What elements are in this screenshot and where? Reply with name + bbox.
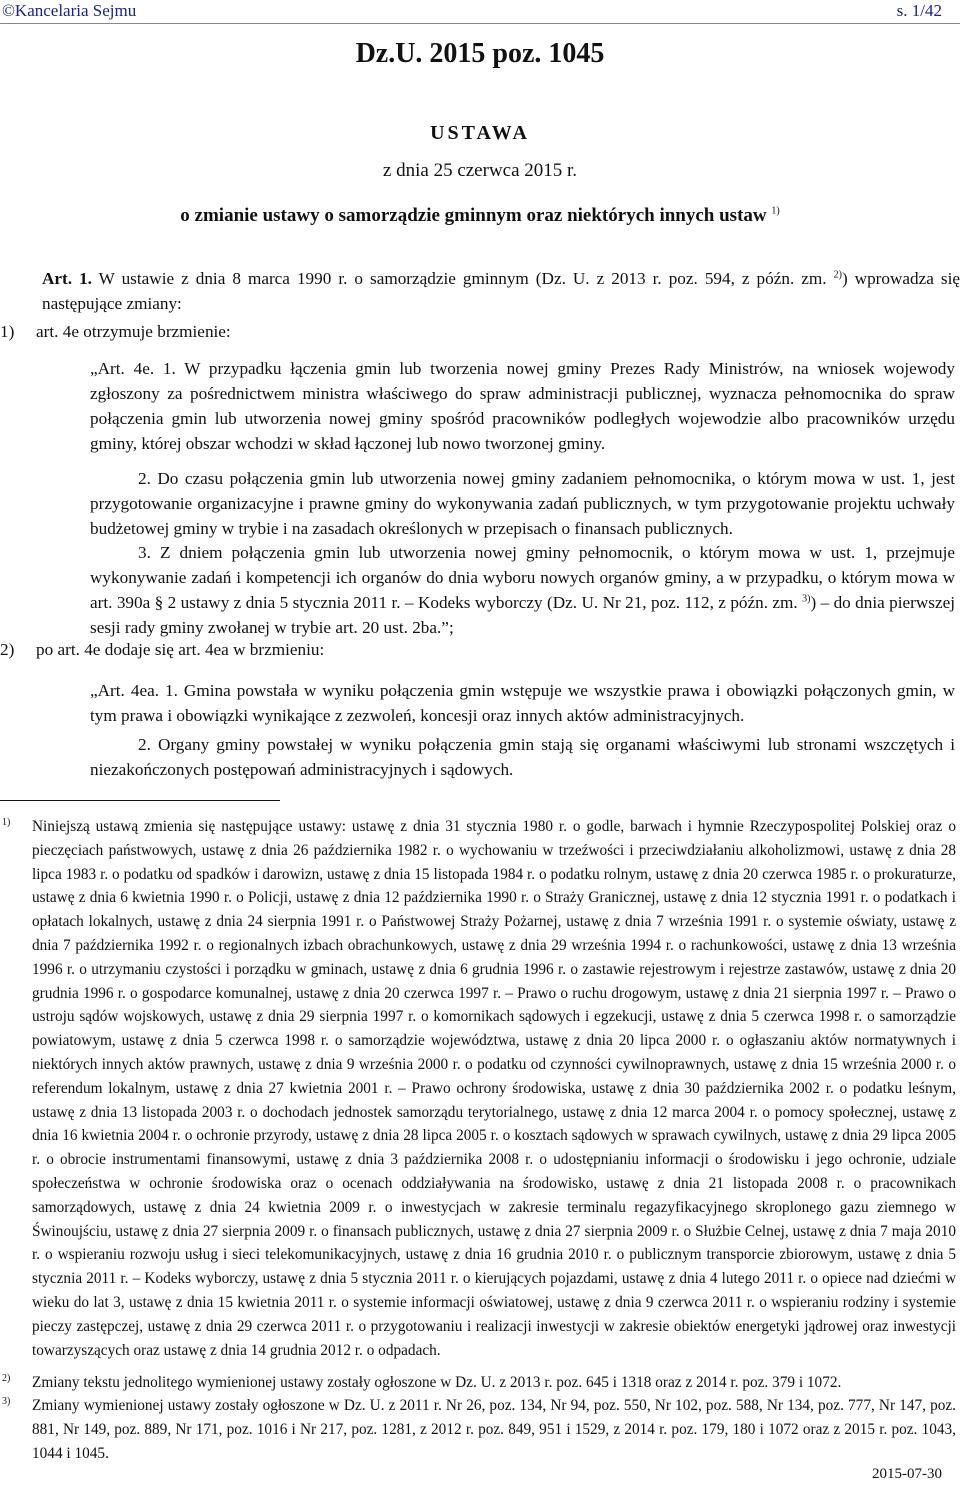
item-1-number: 1): [0, 322, 15, 341]
act-subject-text: o zmianie ustawy o samorządzie gminnym oraz niektórych innych ustaw: [180, 205, 767, 226]
article-1-lead: Art. 1.: [42, 269, 92, 288]
art-4e-paragraph-3-tail: ) – do dnia pierwszej sesji rady gminy zwołanej w trybie art. 20 ust. 2ba.”;: [90, 593, 956, 637]
item-2: [0, 640, 324, 660]
art-4e-paragraph-2: 2. Do czasu połączenia gmin lub utworzenia nowej gminy zadaniem pełnomocnika, o którym mowa w ust. 1, jest przygotowanie organizacyjne i prawne gminy do wykonywania zadań publicznych, w tym przygotowanie projektu uchwały budżetowej gminy w trybie i na zasadach określonych w przepisach o finansach publicznych.: [90, 469, 955, 538]
footnote-separator: [0, 800, 280, 801]
art-4e-paragraph-3-text: 3. Z dniem połączenia gmin lub utworzenia nowej gminy pełnomocnik, o którym mowa w ust. 1, przejmuje wykonywanie zadań i kompetencji ich organów do dnia wyboru nowych organów gminy, a w przypadku, o którym mowa w art. 390a § 2 ustawy z dnia 5 stycznia 2011 r. – Kodeks wyborczy (Dz. U. Nr 21, poz. 112, z późn. zm.: [90, 543, 955, 612]
art-4ea-paragraph-2: 2. Organy gminy powstałej w wyniku połączenia gmin stają się organami właściwymi lub stronami wszczętych i niezakończonych postępowań administracyjnych i sądowych.: [90, 735, 955, 779]
footnote-1-mark: 1): [2, 817, 11, 828]
footnote-1-text: Niniejszą ustawą zmienia się następujące ustawy: ustawę z dnia 31 stycznia 1980 r. o godle, barwach i hymnie Rzeczypospolitej Polskiej oraz o pieczęciach państwowych, ustawę z dnia 26 października 1982 r. o wychowaniu w trzeźwości i przeciwdziałaniu alkoholizmowi, ustawę z dnia 28 lipca 1983 r. o podatku od spadków i darowizn, ustawę z dnia 15 listopada 1984 r. o podatku rolnym, ustawę z dnia 20 czerwca 1985 r. o prokuraturze, ustawę z dnia 6 kwietnia 1990 r. o Policji, ustawę z dnia 12 października 1990 r. o Straży Granicznej, ustawę z dnia 12 stycznia 1991 r. o podatkach i opłatach lokalnych, ustawę z dnia 24 sierpnia 1991 r. o Państwowej Straży Pożarnej, ustawę z dnia 7 września 1991 r. o systemie oświaty, ustawę z dnia 7 października 1992 r. o regionalnych izbach obrachunkowych, ustawę z dnia 29 września 1994 r. o rachunkowości, ustawę z dnia 13 września 1996 r. o utrzymaniu czystości i porządku w gminach, ustawę z dnia 6 grudnia 1996 r. o zastawie rejestrowym i rejestrze zastawów, ustawę z dnia 20 grudnia 1996 r. o gospodarce komunalnej, ustawę z dnia 20 czerwca 1997 r. – Prawo o ruchu drogowym, ustawę z dnia 21 sierpnia 1997 r. – Prawo o ustroju sądów wojskowych, ustawę z dnia 29 sierpnia 1997 r. o komornikach sądowych i egzekucji, ustawę z dnia 5 czerwca 1998 r. o samorządzie powiatowym, ustawę z dnia 5 czerwca 1998 r. o samorządzie województwa, ustawę z dnia 20 lipca 2000 r. o ogłaszaniu aktów normatywnych i niektórych innych aktów prawnych, ustawę z dnia 9 września 2000 r. o podatku od czynności cywilnoprawnych, ustawę z dnia 15 września 2000 r. o referendum lokalnym, ustawę z dnia 27 kwietnia 2001 r. – Prawo ochrony środowiska, ustawę z dnia 30 października 2002 r. o podatku leśnym, ustawę z dnia 13 listopada 2003 r. o dochodach jednostek samorządu terytorialnego, ustawę z dnia 12 marca 2004 r. o pomocy społecznej, ustawę z dnia 16 kwietnia 2004 r. o ochronie przyrody, ustawę z dnia 28 lipca 2005 r. o kosztach sądowych w sprawach cywilnych, ustawę z dnia 29 lipca 2005 r. o obrocie instrumentami finansowymi, ustawę z dnia 3 października 2008 r. o udostępnianiu informacji o środowisku i jego ochronie, udziale społeczeństwa w ochronie środowiska oraz o ocenach oddziaływania na środowisko, ustawę z dnia 21 listopada 2008 r. o pracownikach samorządowych, ustawę z dnia 24 kwietnia 2009 r. o inwestycjach w zakresie terminalu regazyfikacyjnego skroplonego gazu ziemnego w Świnoujściu, ustawę z dnia 27 sierpnia 2009 r. o finansach publicznych, ustawę z dnia 27 sierpnia 2009 r. o Służbie Celnej, ustawę z dnia 7 maja 2010 r. o wspieraniu rozwoju usług i sieci telekomunikacyjnych, ustawę z dnia 16 grudnia 2010 r. o publicznym transporcie zbiorowym, ustawę z dnia 5 stycznia 2011 r. – Kodeks wyborczy, ustawę z dnia 5 stycznia 2011 r. o kierujących pojazdami, ustawę z dnia 4 lutego 2011 r. o opiece nad dziećmi w wieku do lat 3, ustawę z dnia 15 kwietnia 2011 r. o systemie informacji oświatowej, ustawę z dnia 9 czerwca 2011 r. o wspieraniu rodziny i systemie pieczy zastępczej, ustawę z dnia 29 czerwca 2011 r. o przygotowaniu i realizacji inwestycji w zakresie obiektów energetyki jądrowej oraz inwestycji towarzyszących oraz ustawę z dnia 14 grudnia 2012 r. o odpadach.: [32, 818, 956, 1359]
article-1-text: W ustawie z dnia 8 marca 1990 r. o samorządzie gminnym (Dz. U. z 2013 r. poz. 594, z późn. zm.: [91, 269, 827, 288]
footnote-ref-2: 2): [833, 269, 842, 281]
art-4e-paragraph-3: [90, 540, 955, 640]
footnote-2-text: Zmiany tekstu jednolitego wymienionej ustawy zostały ogłoszone w Dz. U. z 2013 r. poz. 645 i 1318 oraz z 2014 r. poz. 379 i 1072.: [32, 1374, 842, 1391]
page-number: s. 1/42: [896, 1, 942, 20]
item-2-number: 2): [0, 640, 15, 659]
page-header: [0, 1, 960, 24]
footnote-3-mark: 3): [2, 1396, 11, 1407]
footnote-3-text: Zmiany wymienionej ustawy zostały ogłoszone w Dz. U. z 2011 r. Nr 26, poz. 134, Nr 94, poz. 550, Nr 102, poz. 588, Nr 134, poz. 777, Nr 147, poz. 881, Nr 149, poz. 889, Nr 171, poz. 1016 i Nr 217, poz. 1281, z 2012 r. poz. 849, 951 i 1529, z 2014 r. poz. 179, 180 i 1072 oraz z 2015 r. poz. 1043, 1044 i 1045.: [32, 1397, 956, 1462]
footnote-ref-1: 1): [771, 205, 780, 217]
copyright-label: ©Kancelaria Sejmu: [2, 1, 137, 20]
article-1-tail: ) wprowadza się następujące zmiany:: [42, 269, 960, 313]
publication-date: 2015-07-30: [872, 1466, 942, 1482]
item-1: [0, 322, 231, 342]
article-1: [42, 266, 960, 316]
art-4ea-paragraph-1: „Art. 4ea. 1. Gmina powstała w wyniku połączenia gmin wstępuje we wszystkie prawa i obowiązki połączonych gmin, w tym prawa i obowiązki wynikające z zezwoleń, koncesji oraz innych aktów administracyjnych.: [90, 681, 955, 725]
act-subject: [0, 205, 960, 227]
item-2-text: po art. 4e dodaje się art. 4ea w brzmieniu:: [36, 640, 325, 659]
footnote-ref-3: 3): [802, 593, 811, 605]
journal-reference: Dz.U. 2015 poz. 1045: [355, 38, 605, 69]
art-4e-paragraph-1: „Art. 4e. 1. W przypadku łączenia gmin lub tworzenia nowej gminy Prezes Rady Ministrów, na wniosek wojewody zgłoszony za pośrednictwem ministra właściwego do spraw administracji publicznej, wyznacza pełnomocnika do spraw połączenia gmin lub utworzenia nowej gminy spośród pracowników podległych wojewodzie albo pracowników urzędu gminy, której obszar wchodzi w skład łączonej lub nowo tworzonej gminy.: [90, 359, 955, 453]
act-date: z dnia 25 czerwca 2015 r.: [382, 160, 578, 181]
footnote-2-mark: 2): [2, 1373, 11, 1384]
act-type-heading: USTAWA: [430, 122, 530, 144]
item-1-text: art. 4e otrzymuje brzmienie:: [36, 322, 231, 341]
